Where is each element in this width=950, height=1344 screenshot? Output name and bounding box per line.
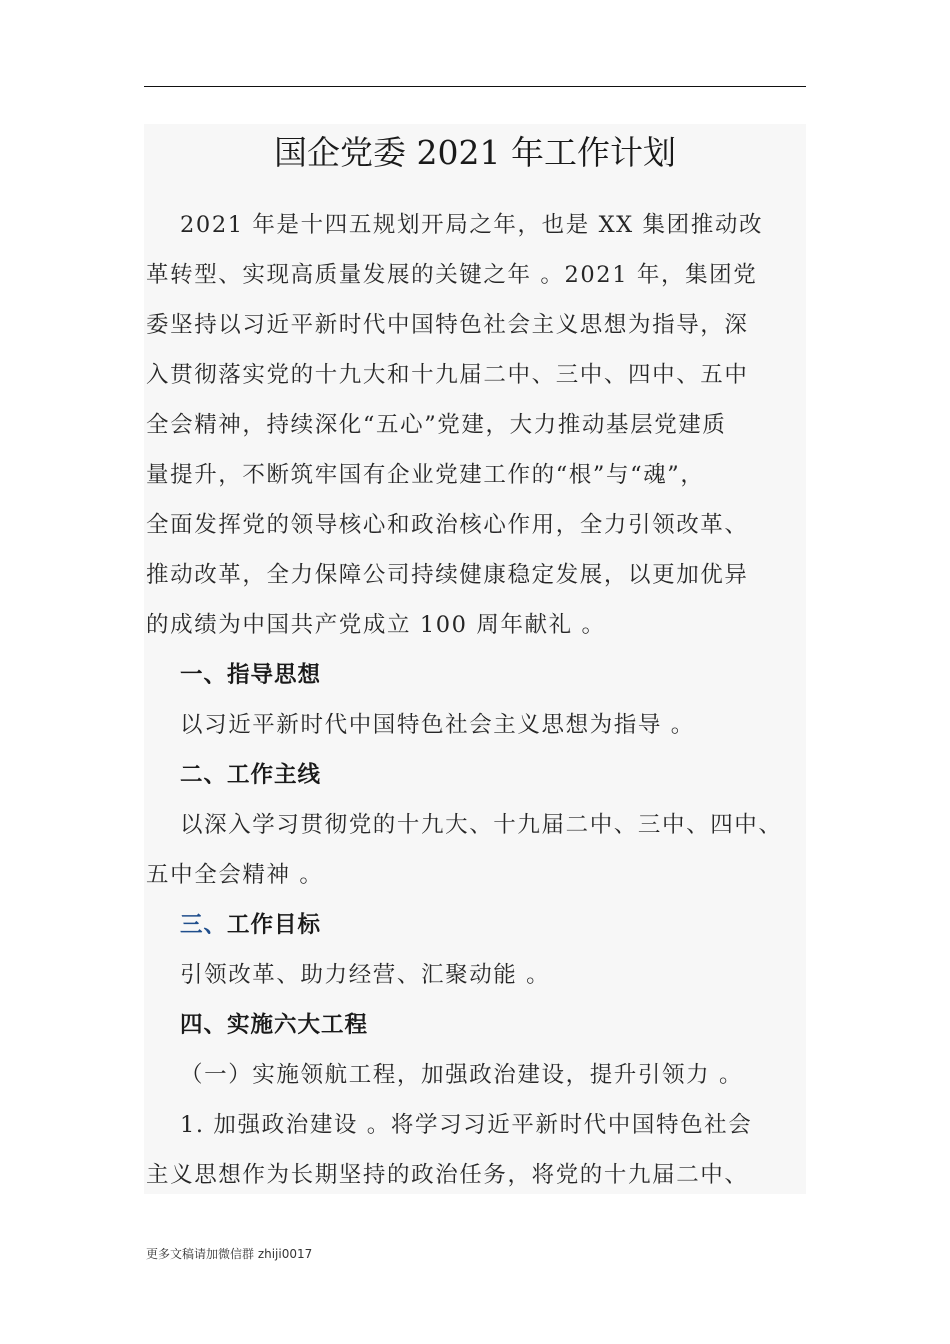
section-2-body-line-2: 五中全会精神 。 bbox=[146, 862, 324, 888]
intro-line-8: 推动改革，全力保障公司持续健康稳定发展，以更加优异 bbox=[146, 562, 749, 588]
item-1-line-1: 1. 加强政治建设 。将学习习近平新时代中国特色社会 bbox=[180, 1112, 753, 1138]
intro-line-4: 入贯彻落实党的十九大和十九届二中、三中、四中、五中 bbox=[146, 362, 749, 388]
intro-line-2: 革转型、实现高质量发展的关键之年 。2021 年，集团党 bbox=[146, 262, 758, 288]
section-3-heading bbox=[180, 900, 321, 950]
intro-line-3: 委坚持以习近平新时代中国特色社会主义思想为指导，深 bbox=[146, 312, 749, 338]
footer-note: 更多文稿请加微信群 zhiji0017 bbox=[146, 1247, 313, 1261]
section-3-heading-number: 三、 bbox=[180, 912, 228, 938]
section-2-heading: 二、工作主线 bbox=[180, 762, 322, 788]
section-4-heading: 四、实施六大工程 bbox=[180, 1012, 369, 1038]
item-1-line-2: 主义思想作为长期坚持的政治任务，将党的十九届二中、 bbox=[146, 1162, 749, 1188]
section-2-body-line-1: 以深入学习贯彻党的十九大、十九届二中、三中、四中、 bbox=[180, 812, 783, 838]
section-3-heading-text: 工作目标 bbox=[227, 912, 322, 938]
document-title: 国企党委 2021 年工作计划 bbox=[274, 133, 676, 172]
header-rule bbox=[144, 86, 806, 87]
section-3-body: 引领改革、助力经营、汇聚动能 。 bbox=[180, 962, 551, 988]
subsection-1-heading: （一）实施领航工程，加强政治建设，提升引领力 。 bbox=[180, 1062, 744, 1088]
section-1-body: 以习近平新时代中国特色社会主义思想为指导 。 bbox=[180, 712, 695, 738]
section-1-heading: 一、指导思想 bbox=[180, 662, 322, 688]
intro-line-6: 量提升，不断筑牢国有企业党建工作的“根”与“魂”， bbox=[146, 462, 705, 488]
intro-line-5: 全会精神，持续深化“五心”党建，大力推动基层党建质 bbox=[146, 412, 727, 438]
intro-line-9: 的成绩为中国共产党成立 100 周年献礼 。 bbox=[146, 612, 606, 638]
intro-line-1: 2021 年是十四五规划开局之年，也是 XX 集团推动改 bbox=[180, 212, 764, 238]
intro-line-7: 全面发挥党的领导核心和政治核心作用，全力引领改革、 bbox=[146, 512, 749, 538]
